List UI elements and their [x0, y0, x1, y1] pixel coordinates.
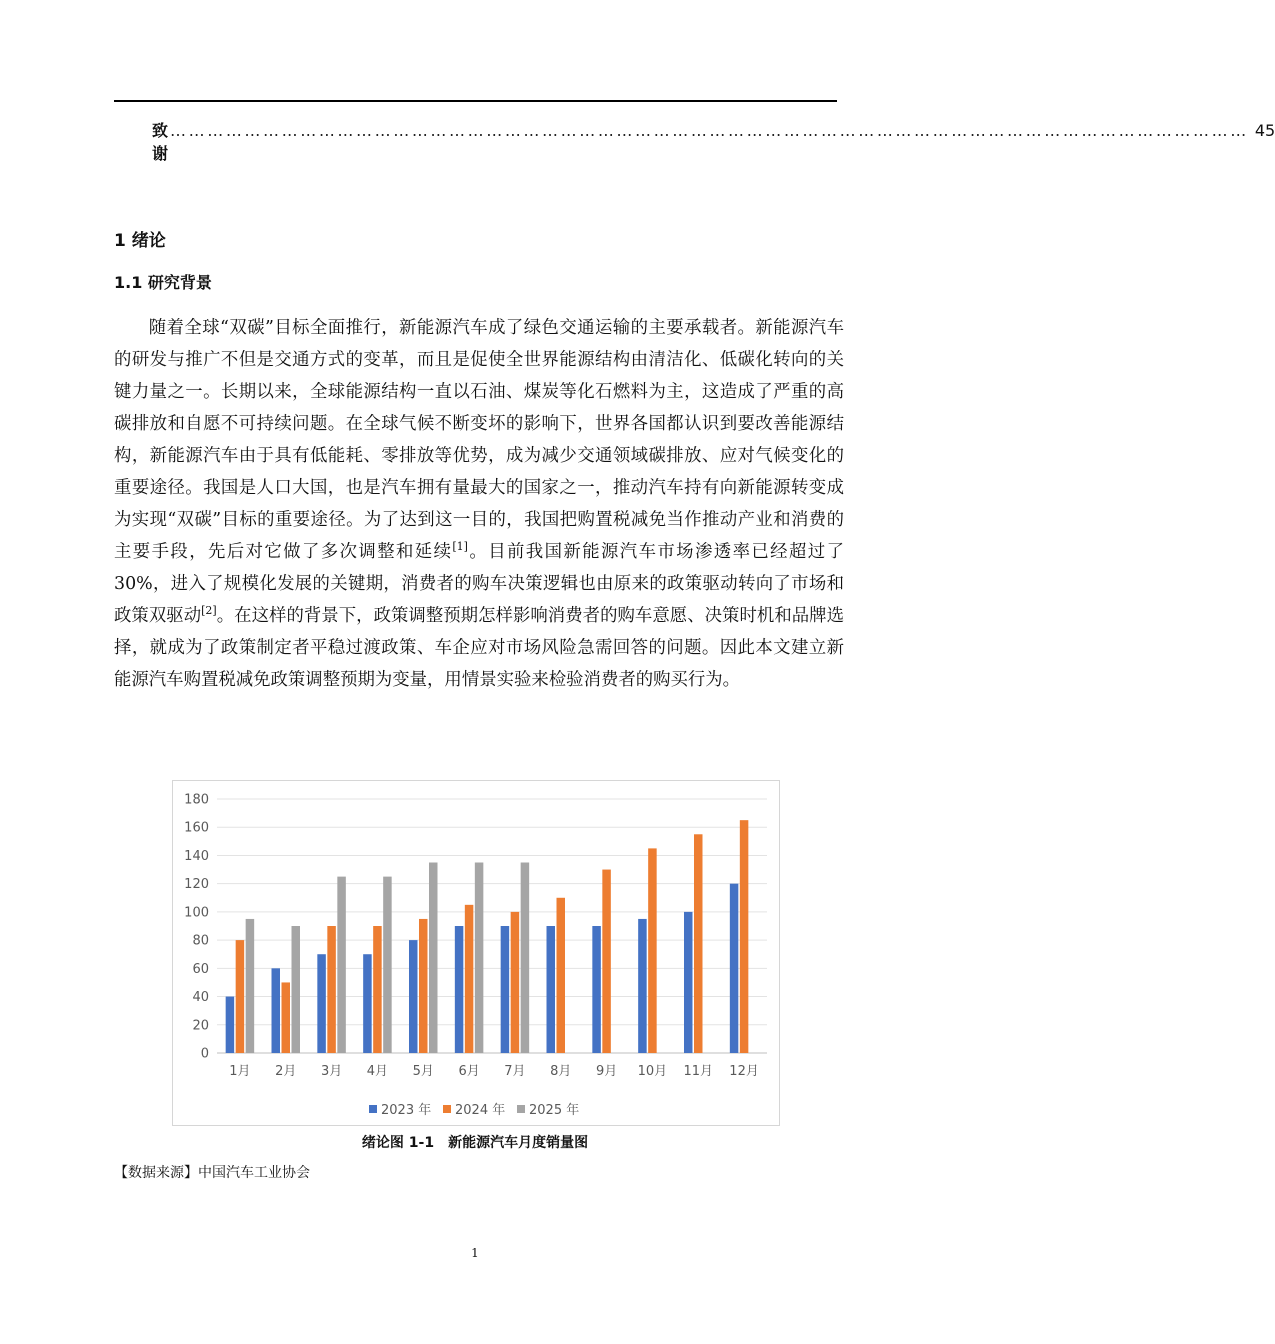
legend-label: 2024 年: [455, 1103, 506, 1118]
bar: [501, 926, 510, 1053]
x-tick-label: 4月: [366, 1064, 389, 1079]
chart-svg: [173, 781, 779, 1125]
x-tick-label: 8月: [550, 1064, 572, 1079]
y-tick-label: 120: [184, 877, 209, 893]
toc-entry-acknowledgements[interactable]: [152, 118, 1275, 164]
bar: [694, 834, 703, 1053]
bar: [363, 954, 372, 1053]
bar: [327, 926, 336, 1053]
bar: [419, 919, 428, 1053]
paragraph-text-3: 。在这样的背景下，政策调整预期怎样影响消费者的购车意愿、决策时机和品牌选择，就成为了政策制定者平稳过渡政策、车企应对市场风险急需回答的问题。因此本文建立新能源汽车购置税减免政策调整预期为变量，用情景实验来检验消费者的购买行为。: [114, 606, 844, 690]
bar: [740, 820, 749, 1053]
data-source-note: 【数据来源】中国汽车工业协会: [114, 1165, 310, 1181]
y-tick-label: 20: [192, 1018, 209, 1034]
section-heading: 1.1 研究背景: [114, 273, 212, 292]
x-tick-label: 10月: [637, 1064, 668, 1079]
bar: [292, 926, 301, 1053]
bar: [409, 940, 418, 1053]
sales-bar-chart: [172, 780, 780, 1126]
citation-ref-1[interactable]: [1]: [452, 540, 468, 553]
bar: [226, 997, 235, 1053]
paragraph-text-1: 随着全球“双碳”目标全面推行，新能源汽车成了绿色交通运输的主要承载者。新能源汽车的研发与推广不但是交通方式的变革，而且是促使全世界能源结构由清洁化、低碳化转向的关键力量之一。长期以来，全球能源结构一直以石油、煤炭等化石燃料为主，这造成了严重的高碳排放和自愿不可持续问题。在全球气候不断变坏的影响下，世界各国都认识到要改善能源结构，新能源汽车由于具有低能耗、零排放等优势，成为减少交通领域碳排放、应对气候变化的重要途径。我国是人口大国，也是汽车拥有量最大的国家之一，推动汽车持有向新能源转变成为实现“双碳”目标的重要途径。为了达到这一目的，我国把购置税减免当作推动产业和消费的主要手段，先后对它做了多次调整和延续: [114, 318, 844, 562]
bar: [602, 870, 611, 1053]
paragraph-text-2: 。目前我国新能源汽车市场渗透率已经超过了30%，进入了规模化发展的关键期，消费者的购车决策逻辑也由原来的政策驱动转向了市场和政策双驱动: [114, 542, 844, 626]
toc-entry-title: 致谢: [152, 121, 169, 163]
chapter-heading: 1 绪论: [114, 231, 166, 251]
legend-swatch: [369, 1105, 377, 1113]
toc-leader-dots: …………………………………………………………………………………………………………………………………………………………: [170, 121, 1249, 140]
x-tick-label: 9月: [595, 1064, 618, 1079]
legend-label: 2023 年: [381, 1103, 432, 1118]
x-tick-label: 12月: [729, 1064, 759, 1079]
x-tick-label: 5月: [412, 1064, 434, 1079]
bar: [465, 905, 474, 1053]
body-paragraph: [114, 312, 844, 696]
bar: [429, 863, 438, 1054]
bar: [638, 919, 647, 1053]
bar: [592, 926, 601, 1053]
y-tick-label: 160: [184, 820, 209, 836]
x-tick-label: 7月: [504, 1064, 526, 1079]
toc-entry-page: 45: [1254, 121, 1275, 140]
legend-swatch: [443, 1105, 451, 1113]
bar: [684, 912, 693, 1053]
bar: [236, 940, 245, 1053]
bar: [246, 919, 255, 1053]
x-tick-label: 3月: [320, 1064, 343, 1079]
bar: [511, 912, 519, 1053]
bar: [317, 954, 326, 1053]
x-tick-label: 6月: [458, 1064, 480, 1079]
y-tick-label: 180: [184, 792, 209, 808]
y-tick-label: 80: [192, 933, 209, 949]
bar: [557, 898, 566, 1053]
y-tick-label: 100: [184, 905, 209, 921]
bar: [455, 926, 464, 1053]
bar: [547, 926, 556, 1053]
y-tick-label: 140: [184, 848, 209, 864]
bar: [730, 884, 739, 1053]
citation-ref-2[interactable]: [2]: [201, 604, 217, 617]
y-tick-label: 0: [200, 1046, 209, 1062]
x-tick-label: 11月: [683, 1064, 714, 1079]
x-tick-label: 2月: [275, 1064, 297, 1079]
bar: [272, 968, 281, 1053]
top-rule: [114, 100, 837, 102]
legend-label: 2025 年: [529, 1103, 580, 1118]
bar: [373, 926, 382, 1053]
bar: [475, 863, 484, 1054]
legend-swatch: [517, 1105, 525, 1113]
bar: [282, 982, 291, 1053]
bar: [521, 863, 530, 1054]
bar: [648, 848, 657, 1053]
bar: [337, 877, 346, 1053]
figure-caption: 绪论图 1-1 新能源汽车月度销量图: [361, 1135, 589, 1151]
page-number: 1: [471, 1246, 479, 1260]
x-tick-label: 1月: [229, 1064, 251, 1079]
y-tick-label: 40: [192, 990, 209, 1006]
bar: [383, 877, 392, 1053]
y-tick-label: 60: [192, 961, 209, 977]
